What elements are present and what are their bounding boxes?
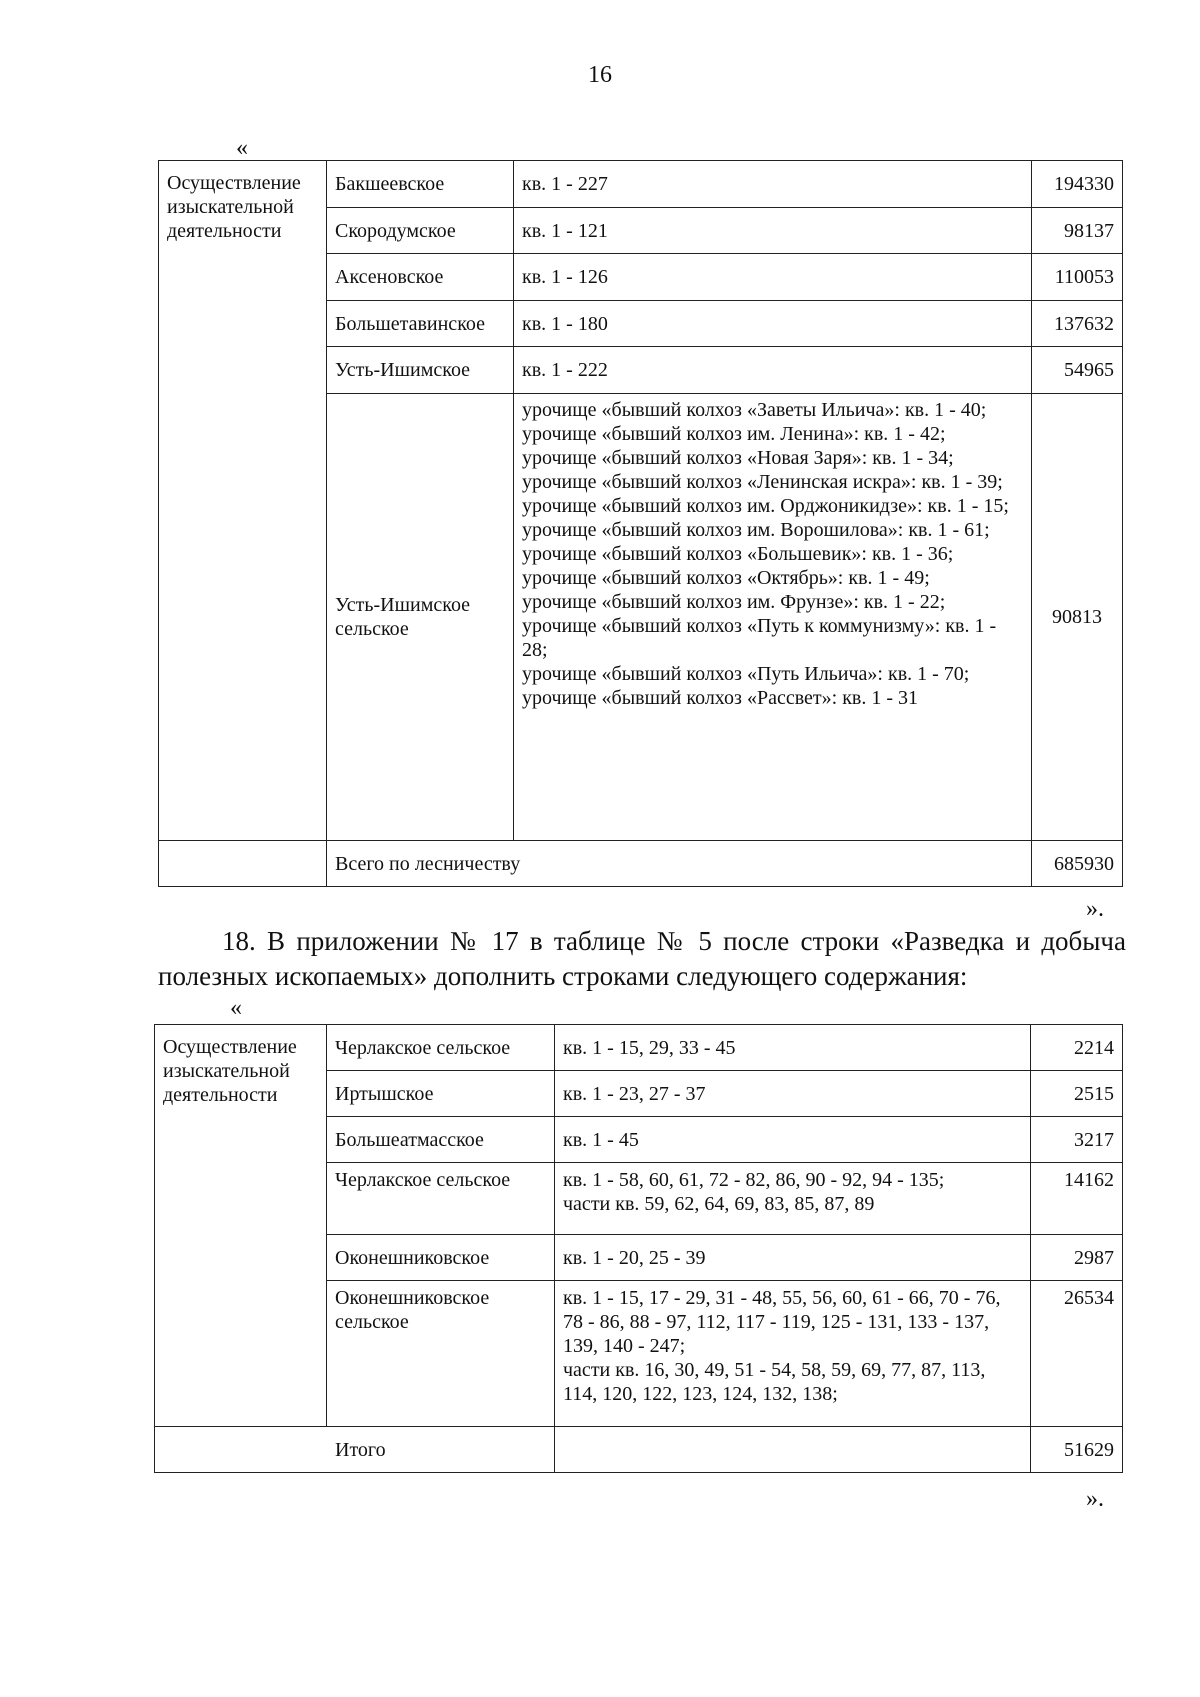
forestry-cell: Усть-Ишимское — [327, 347, 514, 394]
table-row-total — [155, 1427, 1123, 1473]
quarters-cell — [514, 347, 1032, 394]
area-cell: 2987 — [1031, 1235, 1123, 1281]
area-cell: 110053 — [1032, 254, 1123, 301]
quarters-line: кв. 1 - 20, 25 - 39 — [563, 1246, 706, 1269]
forestry-cell: Усть-Ишимское сельское — [327, 394, 514, 841]
amendment-text: 18. В приложении № 17 в таблице № 5 после строки «Разведка и добыча полезных ископаемых» дополнить строками следующего содержания: — [158, 926, 1126, 991]
area-cell: 2214 — [1031, 1025, 1123, 1071]
forestry-cell: Иртышское — [327, 1071, 555, 1117]
quarters-line: урочище «бывший колхоз «Путь Ильича»: кв. 1 - 70; — [522, 663, 970, 685]
quarters-line: урочище «бывший колхоз им. Фрунзе»: кв. 1 - 22; — [522, 591, 946, 613]
total-value: 51629 — [1031, 1427, 1123, 1473]
empty-cell — [555, 1427, 1031, 1473]
quarters-cell — [514, 208, 1032, 254]
quarters-line: урочище «бывший колхоз им. Орджоникидзе»: кв. 1 - 15; — [522, 495, 1009, 517]
quarters-line: кв. 1 - 222 — [522, 359, 608, 381]
quarters-line: кв. 1 - 227 — [522, 173, 608, 195]
quarters-line: кв. 1 - 126 — [522, 266, 608, 288]
quarters-line: кв. 1 - 45 — [563, 1128, 639, 1151]
quarters-cell — [514, 254, 1032, 301]
quarters-line: части кв. 59, 62, 64, 69, 83, 85, 87, 89 — [563, 1193, 875, 1215]
quarters-line: урочище «бывший колхоз «Заветы Ильича»: кв. 1 - 40; — [522, 399, 987, 421]
quarters-line: урочище «бывший колхоз «Большевик»: кв. 1 - 36; — [522, 543, 954, 565]
area-cell: 14162 — [1031, 1163, 1123, 1235]
quarters-line: кв. 1 - 180 — [522, 312, 608, 335]
empty-cell — [159, 841, 327, 887]
total-label: Всего по лесничеству — [327, 841, 1032, 887]
table-1 — [158, 160, 1123, 887]
table-row — [155, 1025, 1123, 1071]
forestry-cell: Черлакское сельское — [327, 1163, 555, 1235]
area-cell: 54965 — [1032, 347, 1123, 394]
forestry-cell: Скородумское — [327, 208, 514, 254]
quarters-line: урочище «бывший колхоз им. Ворошилова»: кв. 1 - 61; — [522, 519, 990, 541]
quarters-cell — [555, 1281, 1031, 1427]
quarters-cell — [514, 161, 1032, 208]
quarters-line: урочище «бывший колхоз «Новая Заря»: кв. 1 - 34; — [522, 447, 954, 469]
open-quote-2: « — [230, 995, 242, 1021]
quarters-cell — [555, 1025, 1031, 1071]
quarters-cell — [555, 1071, 1031, 1117]
forestry-cell: Большетавинское — [327, 301, 514, 347]
area-cell: 2515 — [1031, 1071, 1123, 1117]
area-cell: 90813 — [1032, 394, 1123, 841]
activity-cell: Осуществление изыскательной деятельности — [159, 161, 327, 841]
quarters-cell — [514, 394, 1032, 841]
area-cell: 26534 — [1031, 1281, 1123, 1427]
open-quote-1: « — [236, 135, 248, 161]
quarters-line: кв. 1 - 58, 60, 61, 72 - 82, 86, 90 - 92, 94 - 135; — [563, 1169, 945, 1191]
quarters-line: кв. 1 - 121 — [522, 219, 608, 242]
area-cell: 194330 — [1032, 161, 1123, 208]
total-label: Итого — [155, 1427, 555, 1473]
amendment-paragraph — [158, 924, 1126, 994]
quarters-line: кв. 1 - 15, 17 - 29, 31 - 48, 55, 56, 60, 61 - 66, 70 - 76, 78 - 86, 88 - 97, 112, 117 - 119, 125 - 131, 133 - 137, 139, 140 - 247; — [563, 1287, 1001, 1357]
area-cell: 137632 — [1032, 301, 1123, 347]
quarters-line: урочище «бывший колхоз им. Ленина»: кв. 1 - 42; — [522, 423, 946, 445]
area-cell: 98137 — [1032, 208, 1123, 254]
forestry-cell: Большеатмасское — [327, 1117, 555, 1163]
page-number: 16 — [588, 62, 612, 88]
quarters-cell — [555, 1117, 1031, 1163]
table-row-total — [159, 841, 1123, 887]
quarters-line: кв. 1 - 15, 29, 33 - 45 — [563, 1036, 736, 1059]
close-quote-1: ». — [1086, 896, 1104, 922]
quarters-line: урочище «бывший колхоз «Ленинская искра»: кв. 1 - 39; — [522, 471, 1003, 493]
table-row — [159, 161, 1123, 208]
quarters-line: урочище «бывший колхоз «Путь к коммунизму»: кв. 1 - 28; — [522, 615, 997, 661]
quarters-line: кв. 1 - 23, 27 - 37 — [563, 1082, 706, 1105]
table-2 — [154, 1024, 1123, 1473]
forestry-cell: Оконешниковское сельское — [327, 1281, 555, 1427]
area-cell: 3217 — [1031, 1117, 1123, 1163]
quarters-cell — [555, 1163, 1031, 1235]
quarters-cell — [514, 301, 1032, 347]
activity-cell: Осуществление изыскательной деятельности — [155, 1025, 327, 1427]
total-value: 685930 — [1032, 841, 1123, 887]
forestry-cell: Аксеновское — [327, 254, 514, 301]
forestry-cell: Черлакское сельское — [327, 1025, 555, 1071]
quarters-line: урочище «бывший колхоз «Октябрь»: кв. 1 - 49; — [522, 567, 930, 589]
forestry-cell: Бакшеевское — [327, 161, 514, 208]
close-quote-2: ». — [1086, 1486, 1104, 1512]
quarters-line: урочище «бывший колхоз «Рассвет»: кв. 1 - 31 — [522, 687, 919, 709]
quarters-line: части кв. 16, 30, 49, 51 - 54, 58, 59, 69, 77, 87, 113, 114, 120, 122, 123, 124, 132, 138; — [563, 1359, 986, 1405]
forestry-cell: Оконешниковское — [327, 1235, 555, 1281]
quarters-cell — [555, 1235, 1031, 1281]
